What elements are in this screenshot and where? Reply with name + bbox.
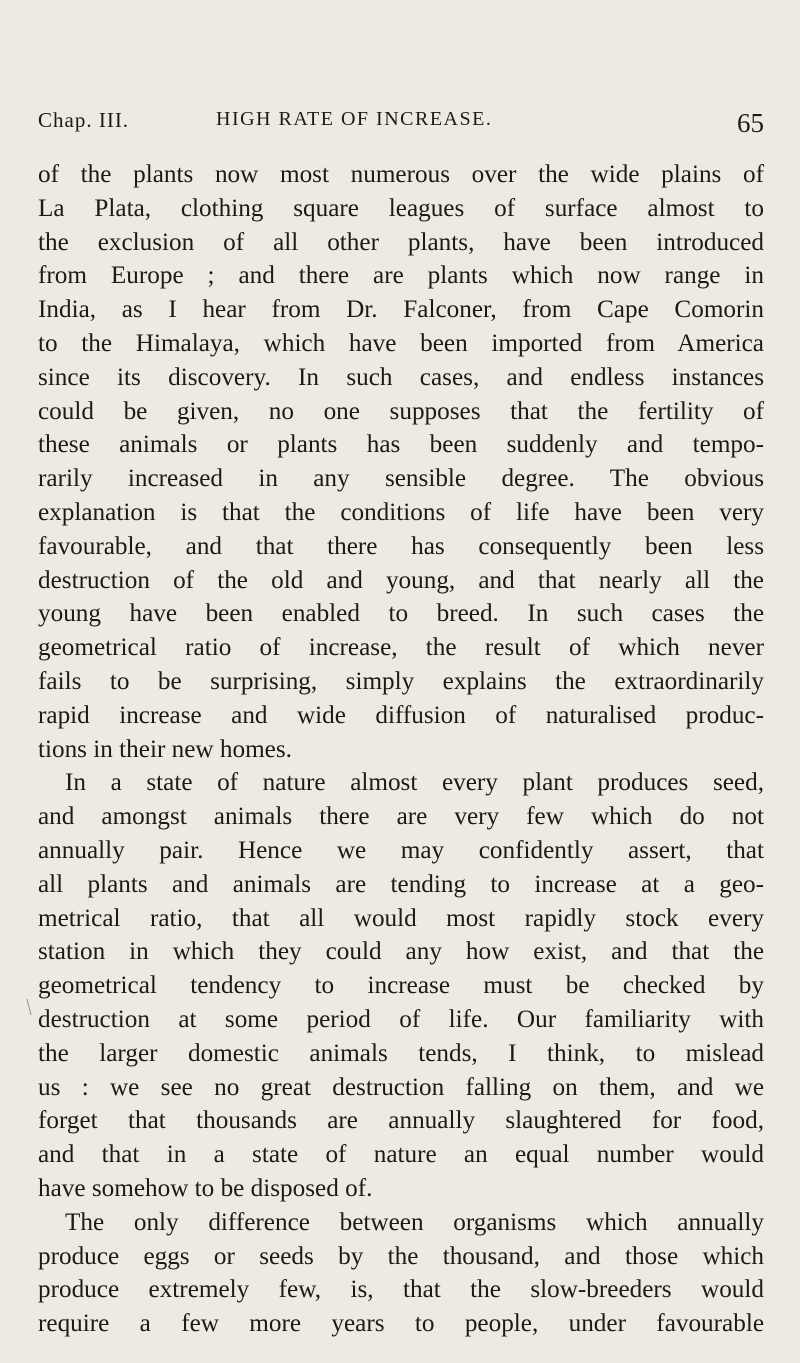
text-line: rapid increase and wide diffusion of naturalised produc- <box>38 701 764 729</box>
text-line: these animals or plants has been suddenly and tempo- <box>38 431 764 459</box>
paragraph-end-line: tions in their new homes. <box>38 735 292 763</box>
text-line: fails to be surprising, simply explains the extraordinarily <box>38 667 764 695</box>
body-text <box>38 158 764 1341</box>
text-line: geometrical tendency to increase must be checked by <box>38 972 764 1000</box>
text-line: us : we see no great destruction falling on them, and we <box>38 1073 764 1101</box>
text-line: India, as I hear from Dr. Falconer, from Cape Comorin <box>38 296 764 324</box>
paragraph-end-line: have somehow to be disposed of. <box>38 1174 373 1202</box>
text-line: annually pair. Hence we may confidently assert, that <box>38 836 764 864</box>
text-line: rarily increased in any sensible degree. The obvious <box>38 465 764 493</box>
text-line: destruction at some period of life. Our familiarity with <box>38 1005 764 1033</box>
text-line: young have been enabled to breed. In such cases the <box>38 600 764 628</box>
text-line: could be given, no one supposes that the fertility of <box>38 397 764 425</box>
text-line: require a few more years to people, under favourable <box>38 1310 764 1338</box>
text-line: produce eggs or seeds by the thousand, and those which <box>38 1242 764 1270</box>
text-line: produce extremely few, is, that the slow-breeders would <box>38 1276 764 1304</box>
text-line: all plants and animals are tending to increase at a geo- <box>38 870 764 898</box>
pencil-mark-icon <box>26 998 32 1016</box>
text-line: of the plants now most numerous over the wide plains of <box>38 161 764 188</box>
text-line: La Plata, clothing square leagues of surface almost to <box>38 194 764 222</box>
text-line: and that in a state of nature an equal number would <box>38 1141 764 1169</box>
paragraph-start-line: The only difference between organisms which annually <box>65 1208 764 1236</box>
running-header <box>38 108 764 138</box>
text-line: metrical ratio, that all would most rapidly stock every <box>38 904 764 932</box>
text-line: to the Himalaya, which have been imported from America <box>38 329 764 357</box>
running-title: HIGH RATE OF INCREASE. <box>216 108 493 130</box>
text-line: explanation is that the conditions of life have been very <box>38 498 764 526</box>
text-line: favourable, and that there has consequently been less <box>38 532 764 560</box>
chapter-label: Chap. III. <box>38 108 130 132</box>
text-line: destruction of the old and young, and that nearly all the <box>38 566 764 594</box>
page-number: 65 <box>737 108 764 138</box>
margin-mark <box>26 998 32 1016</box>
text-line: the exclusion of all other plants, have been introduced <box>38 228 764 256</box>
text-line: since its discovery. In such cases, and endless instances <box>38 363 764 391</box>
text-line: forget that thousands are annually slaughtered for food, <box>38 1107 764 1135</box>
text-line: and amongst animals there are very few which do not <box>38 803 764 831</box>
paragraph-start-line: In a state of nature almost every plant produces seed, <box>65 769 764 797</box>
text-line: station in which they could any how exist, and that the <box>38 938 764 966</box>
text-line: from Europe ; and there are plants which now range in <box>38 262 764 290</box>
text-line: the larger domestic animals tends, I think, to mislead <box>38 1039 764 1067</box>
text-line: geometrical ratio of increase, the result of which never <box>38 634 764 662</box>
